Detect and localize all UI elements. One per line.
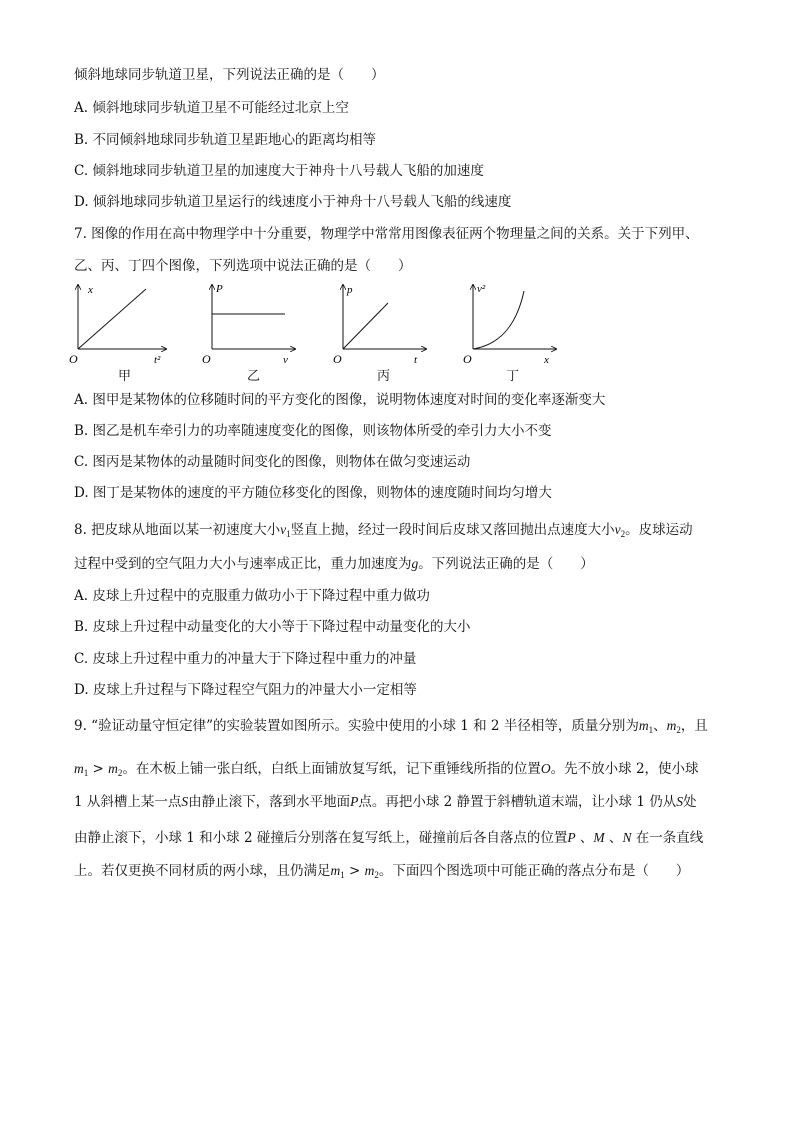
graph-ding-x-label: x [544,354,549,366]
q7-option-b: B. 图乙是机车牵引力的功率随速度变化的图像，则该物体所受的牵引力大小不变 [74,423,552,439]
q9-text: 。下面四个图选项中可能正确的落点分布是（ ） [378,863,690,879]
graph-yi-x-label: v [283,354,288,366]
q7-option-c: C. 图丙是某物体的动量随时间变化的图像，则物体在做匀变速运动 [74,454,471,470]
q6-option-b: B. 不同倾斜地球同步轨道卫星距地心的距离均相等 [74,132,377,148]
graph-ding-origin: O [463,352,472,366]
q8-stem-line1: 8. 把皮球从地面以某一初速度大小$v_1$竖直上抛，经过一段时间后皮球又落回抛出点速度大小$v_2$。皮球运动 [74,522,693,539]
q9-stem-line3: 1 从斜槽上某一点S由静止滚下，落到水平地面P点。再把小球 2 静置于斜槽轨道末端，让小球 1 仍从S处 [74,794,697,810]
q7-option-d: D. 图丁是某物体的速度的平方随位移变化的图像，则物体的速度随时间均匀增大 [74,485,552,501]
q8-option-a: A. 皮球上升过程中的克服重力做功小于下降过程中重力做功 [74,588,430,604]
q6-option-c: C. 倾斜地球同步轨道卫星的加速度大于神舟十八号载人飞船的加速度 [74,163,484,179]
q6-option-d: D. 倾斜地球同步轨道卫星运行的线速度小于神舟十八号载人飞船的线速度 [74,194,512,210]
q8-option-d: D. 皮球上升过程与下降过程空气阻力的冲量大小一定相等 [74,682,417,698]
q9-text: 处 [682,794,697,810]
graph-yi-caption: 乙 [247,369,261,384]
graph-ding-curve [473,291,524,349]
graph-jia-y-label: x [88,284,93,296]
q9-text: 由静止滚下，落到水平地面 [188,794,351,810]
q9-stem-line2: $m_1 > m_2$。在木板上铺一张白纸，白纸上面铺放复写纸，记下重锤线所指的位置O。先不放小球 2，使小球 [74,761,699,778]
graph-bing-caption: 丙 [377,369,391,384]
q8-text: 8. 把皮球从地面以某一初速度大小 [74,522,281,538]
graph-yi-y-label: P [216,283,223,295]
q7-stem-line2: 乙、丙、丁四个图像，下列选项中说法正确的是（ ） [74,258,412,274]
q9-text: 。在木板上铺一张白纸，白纸上面铺放复写纸，记下重锤线所指的位置 [122,761,541,777]
q6-stem-tail: 倾斜地球同步轨道卫星，下列说法正确的是（ ） [74,67,385,83]
q8-option-c: C. 皮球上升过程中重力的冲量大于下降过程中重力的冲量 [74,651,417,667]
q8-stem-line2: 过程中受到的空气阻力大小与速率成正比，重力加速度为g。下列说法正确的是（ ） [74,556,594,572]
q9-text: 。先不放小球 2，使小球 [550,761,699,777]
graph-jia-origin: O [69,352,78,366]
q9-stem-line4: 由静止滚下，小球 1 和小球 2 碰撞后分别落在复写纸上，碰撞前后各自落点的位置P 、M 、N 在一条直线 [74,830,704,846]
q9-text: 点。再把小球 2 静置于斜槽轨道末端，让小球 1 仍从 [358,794,677,810]
q9-stem-line5: 上。若仅更换不同材质的两小球，且仍满足$m_1 > m_2$。下面四个图选项中可能正确的落点分布是（ ） [74,863,690,880]
q8-option-b: B. 皮球上升过程中动量变化的大小等于下降过程中动量变化的大小 [74,619,471,635]
q9-text: 1 从斜槽上某一点 [74,794,182,810]
q7-option-a: A. 图甲是某物体的位移随时间的平方变化的图像，说明物体速度对时间的变化率逐渐变大 [74,392,606,408]
q8-text: 。皮球运动 [625,522,693,538]
graph-jia-x-label: t² [154,354,161,366]
q8-text: 。下列说法正确的是（ ） [418,556,594,572]
q9-text: 9. “验证动量守恒定律”的实验装置如图所示。实验中使用的小球 1 和 2 半径相等，质量分别为 [74,718,639,734]
graph-jia-curve [78,289,146,349]
q9-text: 由静止滚下，小球 1 和小球 2 碰撞后分别落在复写纸上，碰撞前后各自落点的位置 [74,830,568,846]
q9-text: ，且 [680,718,708,734]
q9-stem-line1: 9. “验证动量守恒定律”的实验装置如图所示。实验中使用的小球 1 和 2 半径相等，质量分别为$m_1$、$m_2$，且 [74,718,708,735]
graph-ding-y-label: v² [477,283,486,295]
q8-text: 过程中受到的空气阻力大小与速率成正比，重力加速度为 [74,556,412,572]
graph-bing-origin: O [333,352,342,366]
q9-text: 在一条直线 [635,830,704,846]
graph-yi-origin: O [202,352,211,366]
graph-bing [333,284,426,366]
q7-stem-line1: 7. 图像的作用在高中物理学中十分重要，物理学中常常用图像表征两个物理量之间的关系。关于下列甲、 [74,226,699,242]
graph-bing-curve [343,303,388,349]
graph-jia [69,284,166,366]
graph-jia-caption: 甲 [118,369,132,384]
graph-bing-x-label: t [414,354,418,366]
graph-ding-caption: 丁 [506,369,520,384]
q6-option-a: A. 倾斜地球同步轨道卫星不可能经过北京上空 [74,100,349,116]
q8-text: 竖直上抛，经过一段时间后皮球又落回抛出点速度大小 [290,522,615,538]
graph-yi [202,283,295,366]
graph-bing-y-label: p [347,284,353,296]
graph-ding [463,283,556,366]
q9-text: 上。若仅更换不同材质的两小球，且仍满足 [74,863,331,879]
